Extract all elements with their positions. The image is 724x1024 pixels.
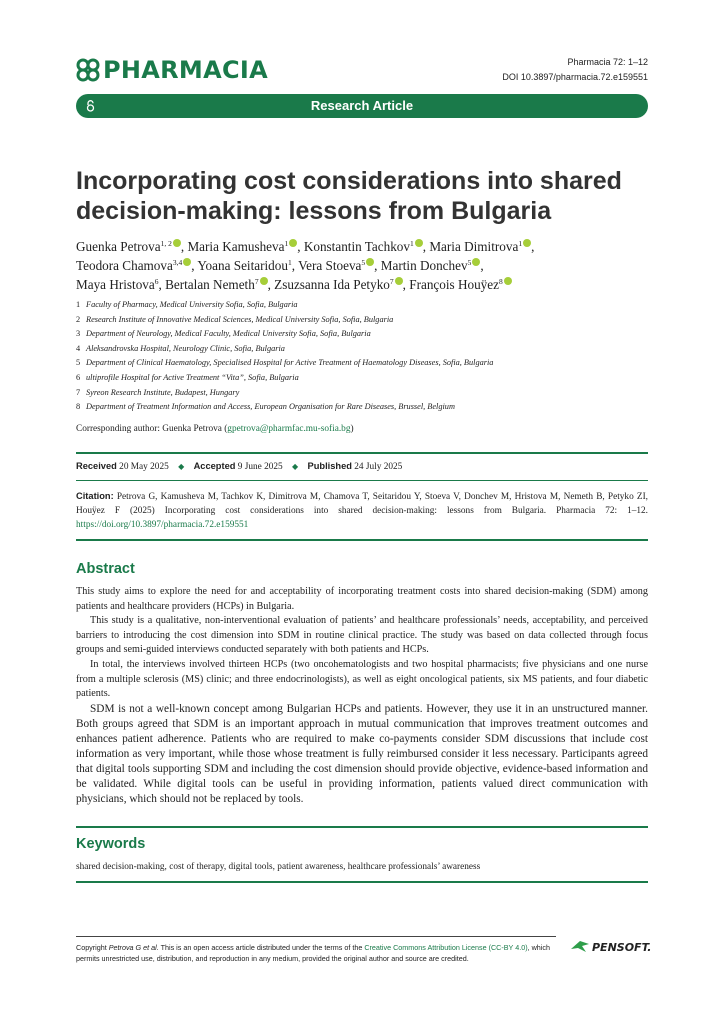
citation (76, 489, 648, 533)
bullet-icon: ◆ (178, 462, 185, 471)
abstract-paragraph: In total, the interviews involved thirteen HCPs (two oncohematologists and two hospital pharmacists; five physicians and one nurse from a multiple sclerosis (MS) clinic; and three endocrinologists), as well as eight oncological patients, six MS patients, and four diabetic patients. (76, 658, 648, 700)
accepted-date: 9 June 2025 (237, 462, 283, 472)
article-type-label: Research Article (310, 98, 414, 113)
received-date: 20 May 2025 (119, 462, 169, 472)
orcid-icon[interactable] (289, 239, 297, 247)
journal-logo (76, 56, 268, 84)
published-date: 24 July 2025 (354, 462, 403, 472)
received-label: Received (76, 461, 117, 471)
keywords-heading: Keywords (76, 836, 146, 852)
divider (76, 480, 648, 481)
abstract-body (76, 585, 648, 807)
publisher-logo (570, 940, 651, 954)
affiliation: 5 Department of Clinical Haematology, Specialised Hospital for Active Treatment of Haematology Diseases, Sofia, Bulgaria (76, 358, 494, 368)
orcid-icon[interactable] (173, 239, 181, 247)
citation-text: Petrova G, Kamusheva M, Tachkov K, Dimitrova M, Chamova T, Seitaridou Y, Stoeva V, Donchev M, Hristova M, Nemeth B, Petyko ZI, Houÿez F (2025) Incorporating cost considerations into shared decision-making: lessons from Bulgaria. Pharmacia 72: 1–12. (76, 492, 648, 517)
affiliation-list (76, 298, 656, 415)
keywords-text: shared decision-making, cost of therapy, digital tools, patient awareness, healthcare professionals’ awareness (76, 862, 481, 872)
divider (76, 826, 648, 828)
author: Maria Dimitrova$^1$ , (429, 239, 535, 254)
pensoft-bird-icon (570, 940, 590, 954)
citation-doi-link[interactable]: https://doi.org/10.3897/pharmacia.72.e159551 (76, 520, 249, 531)
author: Martin Donchev$^5$ , (380, 258, 484, 273)
affiliation: 2 Research Institute of Innovative Medical Sciences, Medical University Sofia, Sofia, Bulgaria (76, 314, 394, 324)
affiliation: 7 Syreon Research Institute, Budapest, Hungary (76, 387, 240, 397)
orcid-icon[interactable] (523, 239, 531, 247)
affiliation: 1 Faculty of Pharmacy, Medical University Sofia, Sofia, Bulgaria (76, 300, 298, 309)
publisher-name: PENSOFT. (592, 940, 652, 954)
copyright-notice: Copyright Petrova G et al. This is an open access article distributed under the terms of the Creative Commons Attribution License (CC-BY 4.0), which permits unrestricted use, distribution, and reproduction in any medium, provided the original author and source are credited. (76, 943, 550, 963)
affiliation: 4 Aleksandrovska Hospital, Neurology Clinic, Sofia, Bulgaria (76, 343, 285, 353)
journal-info (502, 55, 648, 85)
author: Konstantin Tachkov$^1$ , (303, 239, 427, 254)
corresponding-email-link[interactable]: gpetrova@pharmfac.mu-sofia.bg (227, 424, 351, 434)
author: Teodora Chamova$^{3,4}$ , (76, 258, 195, 273)
pharmacia-logo-icon (76, 58, 100, 82)
article-type-banner (76, 94, 648, 118)
orcid-icon[interactable] (260, 277, 268, 285)
journal-reference: Pharmacia 72: 1–12 (567, 57, 648, 67)
copyright-authors: Petrova G et al. (108, 943, 159, 952)
footer-divider (76, 936, 556, 937)
orcid-icon[interactable] (366, 258, 374, 266)
title-line-1: Incorporating cost considerations into shared (76, 167, 622, 195)
accepted-label: Accepted (193, 461, 236, 471)
publication-dates (76, 460, 402, 474)
author: Vera Stoeva$^5$ , (298, 258, 378, 273)
affiliation: 8 Department of Treatment Information and Access, European Organisation for Rare Diseases, Brussel, Belgium (76, 402, 455, 412)
orcid-icon[interactable] (415, 239, 423, 247)
divider (76, 452, 648, 454)
author: Yoana Seitaridou$^1$, (197, 258, 295, 273)
corresponding-author: Corresponding author: Guenka Petrova (gpetrova@pharmfac.mu-sofia.bg) (76, 424, 354, 434)
article-title (76, 166, 666, 226)
orcid-icon[interactable] (183, 258, 191, 266)
orcid-icon[interactable] (395, 277, 403, 285)
doi: DOI 10.3897/pharmacia.72.e159551 (502, 72, 648, 82)
bullet-icon: ◆ (292, 462, 299, 471)
divider (76, 539, 648, 541)
author: Maria Kamusheva$^1$ , (187, 239, 301, 254)
abstract-paragraph: This study is a qualitative, non-interventional evaluation of patients’ and healthcare professionals’ needs, acceptability, and perceived barriers to introducing the cost dimension into SDM in routine clinical practice. The study was based on data collected through focus groups and semi-guided interviews conducted separately with both patients and HCPs. (76, 615, 648, 656)
author-list (76, 237, 650, 294)
abstract-paragraph: This study aims to explore the need for and acceptability of incorporating treatment costs into shared decision-making (SDM) among patients and healthcare providers (HCPs) in Bulgaria. (76, 586, 648, 612)
author: Bertalan Nemeth$^7$ , (165, 277, 271, 292)
author: Zsuzsanna Ida Petyko$^7$ , (274, 277, 406, 292)
affiliation: 6 ultiprofile Hospital for Active Treatment “Vita”, Sofia, Bulgaria (76, 372, 299, 382)
published-label: Published (307, 461, 352, 471)
abstract-heading: Abstract (76, 561, 135, 577)
citation-label: Citation: (76, 491, 114, 501)
license-link[interactable]: Creative Commons Attribution License (CC-BY 4.0) (364, 943, 528, 952)
title-line-2: decision-making: lessons from Bulgaria (76, 197, 552, 225)
divider (76, 881, 648, 883)
affiliation: 3 Department of Neurology, Medical Faculty, Medical University Sofia, Sofia, Bulgaria (76, 329, 371, 339)
author: François Houÿez$^8$ (409, 277, 511, 292)
orcid-icon[interactable] (504, 277, 512, 285)
journal-logo-text: PHARMACIA (103, 56, 269, 84)
abstract-paragraph: SDM is not a well-known concept among Bulgarian HCPs and patients. However, they use it in an unstructured manner. Both groups agreed that SDM is an important approach in mutual communication that improves treatment outcomes and enhances patient adherence. Patients who are required to make co-payments consider SDM discussions that include cost information as very important, while those whose treatment is fully reimbursed consider it less necessary. Participants agreed that digital tools supporting SDM and including the cost dimension should provide objective, evidence-based information and be validated. While digital tools can be useful in providing information, patients valued direct communication with physicians, which should not be replaced by tools. (76, 702, 648, 805)
author: Guenka Petrova$^{1, 2}$ , (76, 239, 185, 254)
orcid-icon[interactable] (472, 258, 480, 266)
author: Maya Hristova$^6$, (76, 277, 162, 292)
